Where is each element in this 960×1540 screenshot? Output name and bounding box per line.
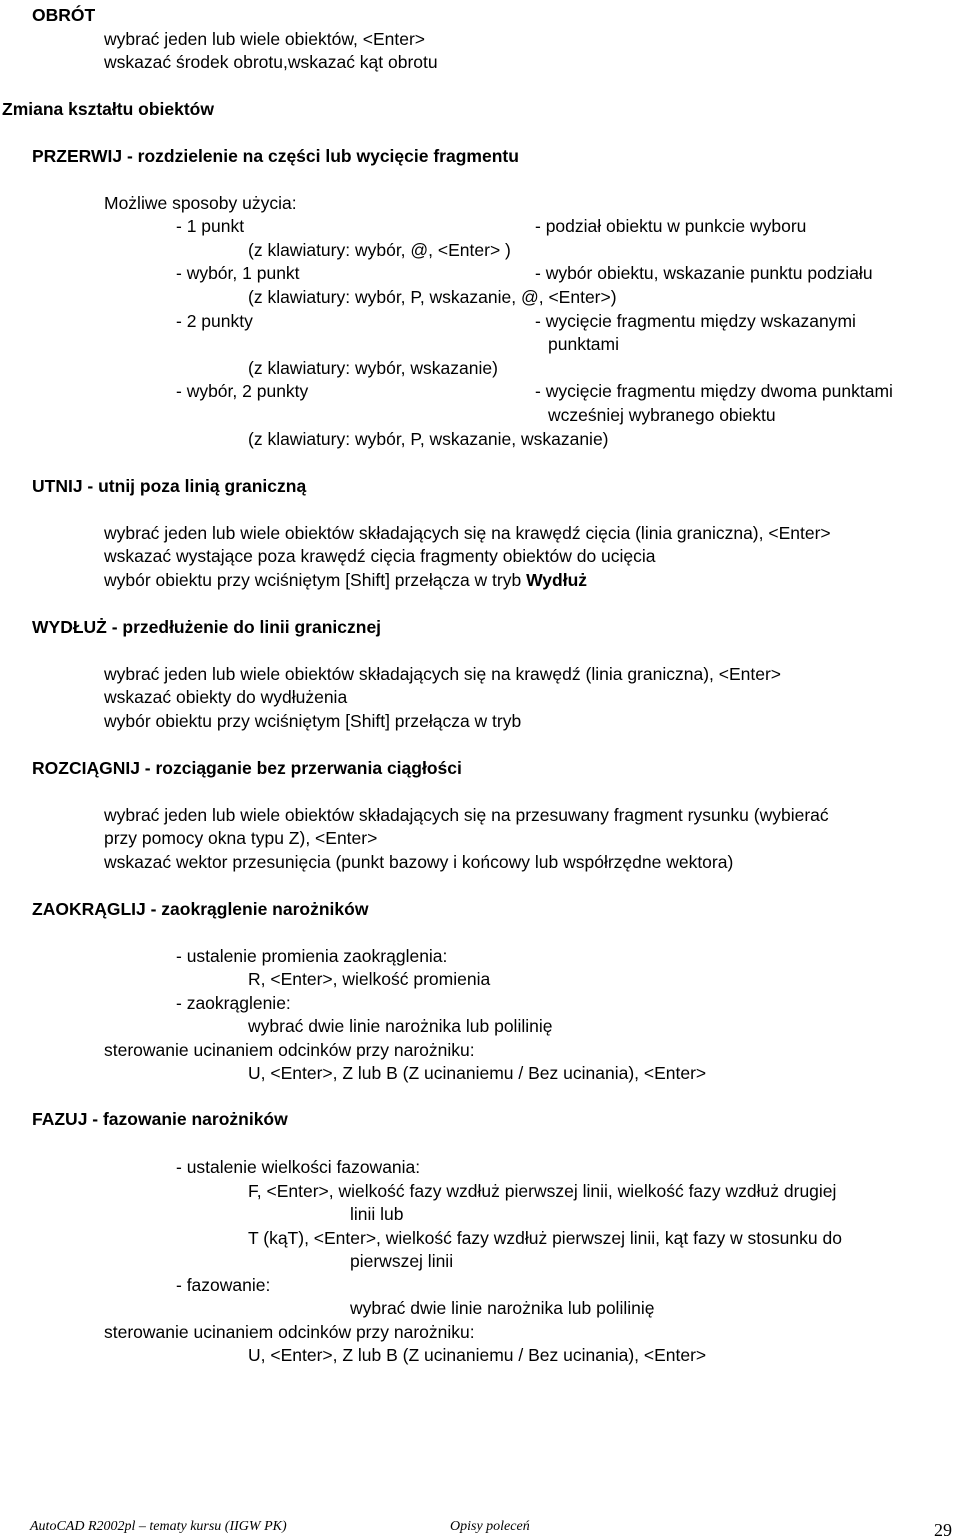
przerwij-opt1: - 1 punkt — [176, 216, 245, 236]
przerwij-opt4-desc-1: - wycięcie fragmentu między dwoma punktami — [535, 381, 893, 401]
utnij-line-3 — [104, 569, 587, 591]
przerwij-opt2-keys: (z klawiatury: wybór, P, wskazanie, @, <Enter>) — [248, 287, 617, 307]
fazuj-line-6: - fazowanie: — [176, 1275, 271, 1295]
przerwij-opt3-keys: (z klawiatury: wybór, wskazanie) — [248, 358, 498, 378]
zaokraglij-line-1: - ustalenie promienia zaokrąglenia: — [176, 946, 448, 966]
przerwij-opt4: - wybór, 2 punkty — [176, 381, 309, 401]
zaokraglij-line-4: wybrać dwie linie narożnika lub polilinię — [248, 1016, 553, 1036]
fazuj-line-7: wybrać dwie linie narożnika lub polilinię — [350, 1298, 655, 1318]
wydluz-line-2: wskazać obiekty do wydłużenia — [104, 687, 348, 707]
przerwij-intro: Możliwe sposoby użycia: — [104, 193, 297, 213]
wydluz-line-3: wybór obiektu przy wciśniętym [Shift] przełącza w tryb — [104, 711, 522, 731]
footer-left: AutoCAD R2002pl – tematy kursu (IIGW PK) — [30, 1519, 287, 1534]
fazuj-line-5: pierwszej linii — [350, 1251, 454, 1271]
fazuj-line-9: U, <Enter>, Z lub B (Z ucinaniemu / Bez ucinania), <Enter> — [248, 1345, 707, 1365]
fazuj-line-3: linii lub — [350, 1204, 404, 1224]
utnij-line-3-text: wybór obiektu przy wciśniętym [Shift] przełącza w tryb — [104, 570, 527, 590]
fazuj-line-4: T (kąT), <Enter>, wielkość fazy wzdłuż pierwszej linii, kąt fazy w stosunku do — [248, 1228, 842, 1248]
przerwij-opt4-desc-2: wcześniej wybranego obiektu — [548, 405, 776, 425]
obrot-line-2: wskazać środek obrotu,wskazać kąt obrotu — [104, 52, 438, 72]
przerwij-opt2-desc: - wybór obiektu, wskazanie punktu podziału — [535, 263, 873, 283]
heading-przerwij: PRZERWIJ - rozdzielenie na części lub wycięcie fragmentu — [32, 146, 519, 166]
przerwij-opt3-desc-1: - wycięcie fragmentu między wskazanymi — [535, 311, 856, 331]
przerwij-opt3-desc-2: punktami — [548, 334, 620, 354]
przerwij-opt1-keys: (z klawiatury: wybór, @, <Enter> ) — [248, 240, 511, 260]
heading-obrot: OBRÓT — [32, 5, 96, 25]
footer-center: Opisy poleceń — [450, 1519, 530, 1534]
przerwij-opt3: - 2 punkty — [176, 311, 253, 331]
heading-zaokraglij: ZAOKRĄGLIJ - zaokrąglenie narożników — [32, 899, 369, 919]
heading-fazuj: FAZUJ - fazowanie narożników — [32, 1109, 288, 1129]
utnij-mode-wydluz: Wydłuż — [526, 570, 588, 590]
heading-utnij: UTNIJ - utnij poza linią graniczną — [32, 476, 307, 496]
heading-wydluz: WYDŁUŻ - przedłużenie do linii granicznej — [32, 617, 382, 637]
page-number: 29 — [934, 1520, 952, 1540]
utnij-line-2: wskazać wystające poza krawędź cięcia fragmenty obiektów do ucięcia — [104, 546, 656, 566]
fazuj-line-2: F, <Enter>, wielkość fazy wzdłuż pierwszej linii, wielkość fazy wzdłuż drugiej — [248, 1181, 837, 1201]
fazuj-line-8: sterowanie ucinaniem odcinków przy narożniku: — [104, 1322, 475, 1342]
rozciagnij-line-3: wskazać wektor przesunięcia (punkt bazowy i końcowy lub współrzędne wektora) — [104, 852, 734, 872]
wydluz-line-1: wybrać jeden lub wiele obiektów składających się na krawędź (linia graniczna), <Enter> — [104, 664, 782, 684]
section-title: Zmiana kształtu obiektów — [2, 99, 214, 119]
zaokraglij-line-3: - zaokrąglenie: — [176, 993, 291, 1013]
rozciagnij-line-2: przy pomocy okna typu Z), <Enter> — [104, 828, 378, 848]
fazuj-line-1: - ustalenie wielkości fazowania: — [176, 1157, 421, 1177]
przerwij-opt2: - wybór, 1 punkt — [176, 263, 300, 283]
rozciagnij-line-1: wybrać jeden lub wiele obiektów składających się na przesuwany fragment rysunku (wybierać — [104, 805, 829, 825]
zaokraglij-line-5: sterowanie ucinaniem odcinków przy narożniku: — [104, 1040, 475, 1060]
zaokraglij-line-6: U, <Enter>, Z lub B (Z ucinaniemu / Bez ucinania), <Enter> — [248, 1063, 707, 1083]
utnij-line-1: wybrać jeden lub wiele obiektów składających się na krawędź cięcia (linia graniczna), <Enter> — [104, 523, 831, 543]
obrot-line-1: wybrać jeden lub wiele obiektów, <Enter> — [104, 29, 426, 49]
przerwij-opt1-desc: - podział obiektu w punkcie wyboru — [535, 216, 807, 236]
heading-rozciagnij: ROZCIĄGNIJ - rozciąganie bez przerwania ciągłości — [32, 758, 462, 778]
przerwij-opt4-keys: (z klawiatury: wybór, P, wskazanie, wskazanie) — [248, 429, 609, 449]
zaokraglij-line-2: R, <Enter>, wielkość promienia — [248, 969, 491, 989]
